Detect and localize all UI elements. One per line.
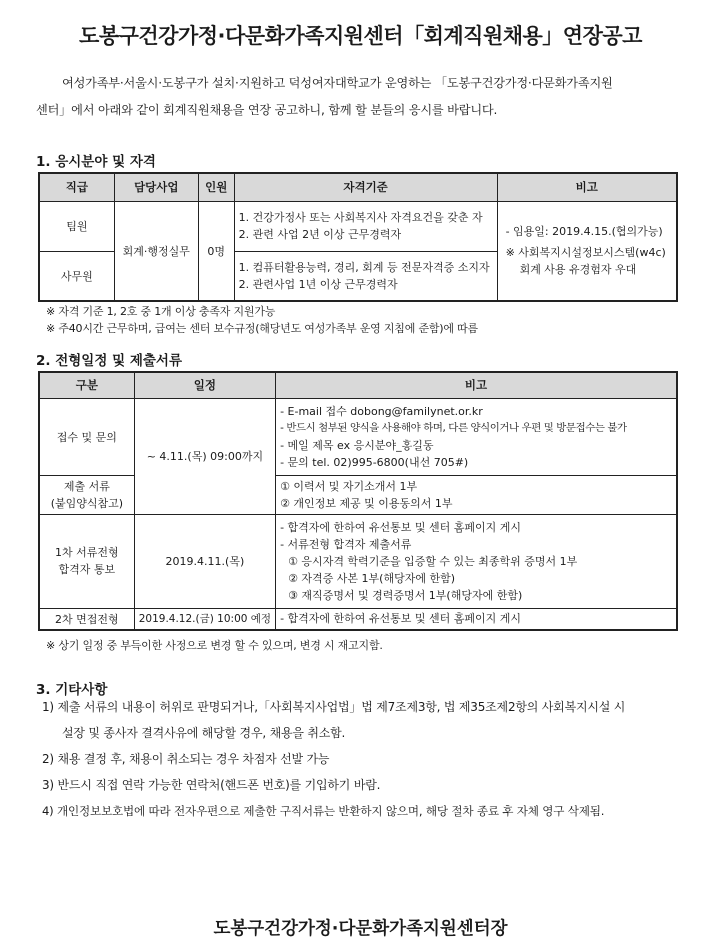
- header-schedule: 일정: [134, 372, 275, 398]
- row-first-round-schedule: 2019.4.11.(목): [134, 514, 275, 608]
- misc-item-1-cont: 설장 및 종사자 결격사유에 해당할 경우, 채용을 취소함.: [62, 726, 346, 740]
- section1-note-2: ※ 주40시간 근무하며, 급여는 센터 보수규정(해당년도 여성가족부 운영 지침에 준함)에 따름: [46, 322, 478, 335]
- section2-heading: 2. 전형일정 및 제출서류: [36, 353, 182, 369]
- qualification-table: [38, 172, 678, 302]
- row-second-round-remarks: - 합격자에 한하여 유선통보 및 센터 홈페이지 게시: [276, 608, 677, 630]
- header-count: 인원: [198, 173, 234, 201]
- misc-item-2: 2) 채용 결정 후, 채용이 취소되는 경우 차점자 선발 가능: [42, 752, 330, 766]
- intro-line-1: 여성가족부·서울시·도봉구가 설치·지원하고 덕성여자대학교가 운영하는 「도봉구건강가정·다문화가족지원: [62, 76, 613, 90]
- row-first-round-remarks: - 합격자에 한하여 유선통보 및 센터 홈페이지 게시 - 서류전형 합격자 제출서류 ① 응시자격 학력기준을 입증할 수 있는 최종학위 증명서 1부 ② 자격증 사본 1부(해당자에 한함) ③ 재직증명서 및 경력증명서 1부(해당자에 한함): [276, 514, 677, 608]
- misc-list: [42, 694, 682, 824]
- count-cell: 0명: [198, 201, 234, 301]
- row-documents-remarks: ① 이력서 및 자기소개서 1부 ② 개인정보 제공 및 이용동의서 1부: [276, 475, 677, 514]
- page-title: 도봉구건강가정·다문화가족지원센터「회계직원채용」연장공고: [79, 24, 642, 48]
- header-qualification: 자격기준: [234, 173, 497, 201]
- row-second-round-label: 2차 면접전형: [39, 608, 134, 630]
- row-first-round-label: 1차 서류전형 합격자 통보: [39, 514, 134, 608]
- rank-team-member: 팀원: [39, 201, 114, 251]
- schedule-table: [38, 371, 678, 631]
- intro-line-2: 센터」에서 아래와 같이 회계직원채용을 연장 공고하니, 함께 할 분들의 응시를 바랍니다.: [36, 103, 498, 117]
- misc-item-3: 3) 반드시 직접 연락 가능한 연락처(핸드폰 번호)를 기입하기 바람.: [42, 778, 381, 792]
- qualification-1: 1. 건강가정사 또는 사회복지사 자격요건을 갖춘 자 2. 관련 사업 2년 이상 근무경력자: [234, 201, 497, 251]
- section1-heading: 1. 응시분야 및 자격: [36, 154, 156, 170]
- header-category: 구분: [39, 372, 134, 398]
- row-receipt-remarks: - E-mail 접수 dobong@familynet.or.kr - 반드시 첨부된 양식을 사용해야 하며, 다른 양식이거나 우편 및 방문접수는 불가 - 메일 제목 ex 응시분야_홍길동 - 문의 tel. 02)995-6800(내선 705#): [276, 398, 677, 475]
- row-second-round-schedule: 2019.4.12.(금) 10:00 예정: [134, 608, 275, 630]
- section2-note: ※ 상기 일정 중 부득이한 사정으로 변경 할 수 있으며, 변경 시 재고지함.: [46, 639, 383, 652]
- misc-item-1: 1) 제출 서류의 내용이 허위로 판명되거나,「사회복지사업법」법 제7조제3항, 법 제35조제2항의 사회복지시설 시: [42, 700, 626, 714]
- header-remark: 비고: [497, 173, 677, 201]
- rank-clerk: 사무원: [39, 251, 114, 301]
- section3-heading: 3. 기타사항: [36, 682, 108, 698]
- row-receipt-label: 접수 및 문의: [39, 398, 134, 475]
- business-cell: 회계·행정실무: [114, 201, 198, 301]
- signature: 도봉구건강가정·다문화가족지원센터장: [213, 919, 508, 939]
- remark-cell: - 임용일: 2019.4.15.(협의가능) ※ 사회복지시설정보시스템(w4c) 회계 사용 유경험자 우대: [497, 201, 677, 301]
- header-rank: 직급: [39, 173, 114, 201]
- section1-note-1: ※ 자격 기준 1, 2호 중 1개 이상 충족자 지원가능: [46, 305, 276, 318]
- header-business: 담당사업: [114, 173, 198, 201]
- intro-paragraph: [36, 70, 686, 124]
- misc-item-4: 4) 개인정보보호법에 따라 전자우편으로 제출한 구직서류는 반환하지 않으며, 해당 절차 종료 후 자체 영구 삭제됨.: [42, 804, 605, 818]
- qualification-2: 1. 컴퓨터활용능력, 경리, 회계 등 전문자격증 소지자 2. 관련사업 1년 이상 근무경력자: [234, 251, 497, 301]
- header-remark: 비고: [276, 372, 677, 398]
- row-documents-label: 제출 서류 (붙임양식참고): [39, 475, 134, 514]
- row-receipt-schedule: ~ 4.11.(목) 09:00까지: [134, 398, 275, 514]
